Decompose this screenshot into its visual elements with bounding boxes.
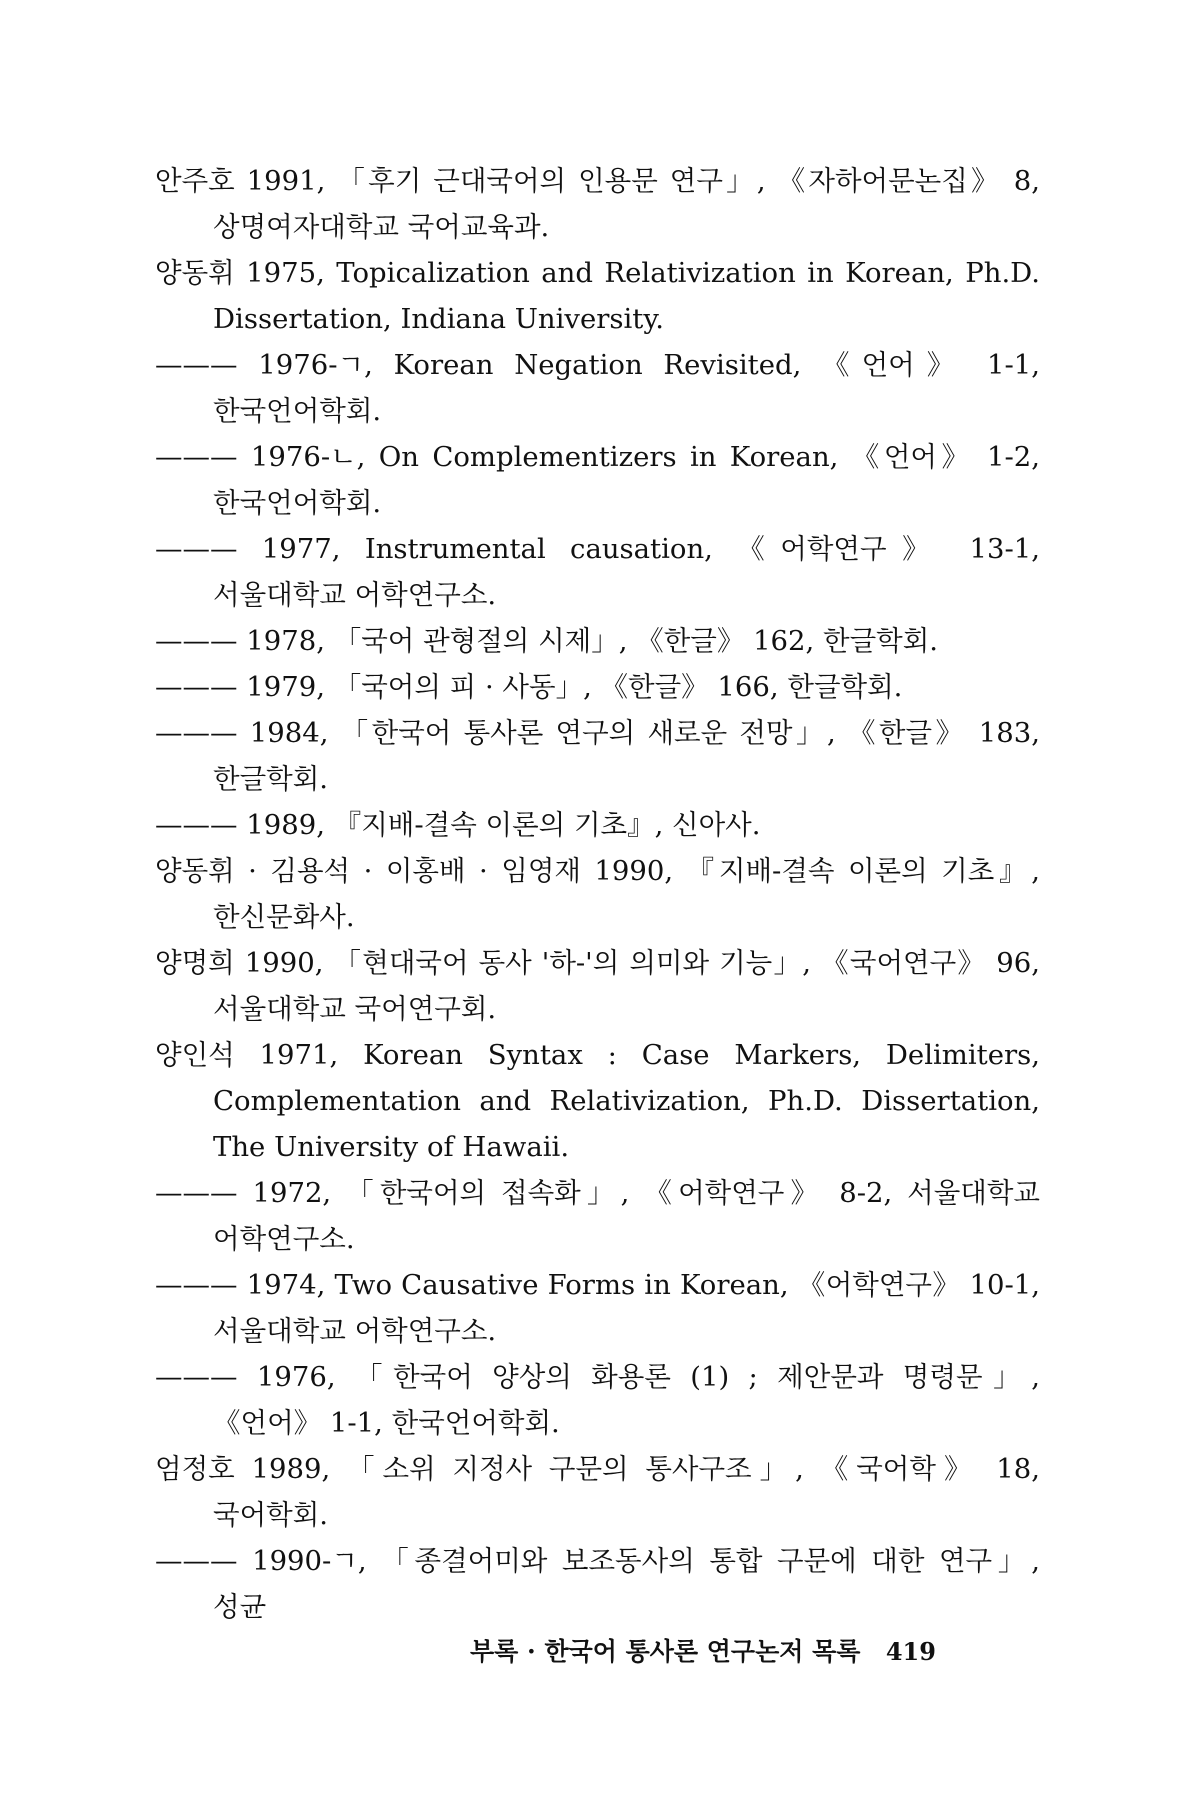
bibliography-entry: ——— 1978, 「국어 관형절의 시제」, 《한글》 162, 한글학회.	[155, 625, 939, 657]
bibliography-entry: ——— 1984, 「한국어 통사론 연구의 새로운 전망」, 《한글》 183, 한글학회.	[155, 717, 1040, 795]
running-footer	[470, 1632, 936, 1668]
bibliography-entry: ——— 1990-ㄱ, 「종결어미와 보조동사의 통합 구문에 대한 연구」, 성균	[155, 1545, 1040, 1623]
bibliography-entry: 양인석 1971, Korean Syntax : Case Markers, Delimiters, Complementation and Relativization, Ph.D. Dissertation, The University of Hawaii.	[155, 1039, 1040, 1163]
page-number: 419	[885, 1637, 936, 1666]
running-title-section: 부록	[470, 1637, 519, 1666]
bibliography-entry: ——— 1976-ㄴ, On Complementizers in Korean, 《언어》 1-2, 한국언어학회.	[155, 441, 1040, 519]
bibliography-entry: ——— 1972, 「한국어의 접속화」, 《어학연구》 8-2, 서울대학교 어학연구소.	[155, 1177, 1040, 1255]
running-title-separator: ·	[527, 1637, 536, 1666]
bibliography-entry: ——— 1976-ㄱ, Korean Negation Revisited, 《언어》 1-1, 한국언어학회.	[155, 349, 1040, 427]
bibliography-entry: 양동휘 · 김용석 · 이홍배 · 임영재 1990, 『지배-결속 이론의 기초』, 한신문화사.	[155, 855, 1040, 933]
bibliography-entry: 양동휘 1975, Topicalization and Relativization in Korean, Ph.D. Dissertation, Indiana University.	[155, 257, 1040, 335]
bibliography-list	[155, 158, 1040, 1630]
bibliography-entry: ——— 1977, Instrumental causation, 《어학연구》 13-1, 서울대학교 어학연구소.	[155, 533, 1040, 611]
bibliography-entry: 안주호 1991, 「후기 근대국어의 인용문 연구」, 《자하어문논집》 8, 상명여자대학교 국어교육과.	[155, 165, 1040, 243]
bibliography-entry: 엄정호 1989, 「소위 지정사 구문의 통사구조」, 《국어학》 18, 국어학회.	[155, 1453, 1040, 1531]
bibliography-entry: ——— 1974, Two Causative Forms in Korean, 《어학연구》 10-1, 서울대학교 어학연구소.	[155, 1269, 1040, 1347]
bibliography-entry: ——— 1976, 「한국어 양상의 화용론 (1) ; 제안문과 명령문」, 《언어》 1-1, 한국언어학회.	[155, 1361, 1040, 1439]
bibliography-entry: 양명희 1990, 「현대국어 동사 '하-'의 의미와 기능」, 《국어연구》 96, 서울대학교 국어연구회.	[155, 947, 1040, 1025]
running-title: 한국어 통사론 연구논저 목록	[544, 1637, 861, 1666]
bibliography-entry: ——— 1979, 「국어의 피 · 사동」, 《한글》 166, 한글학회.	[155, 671, 903, 703]
bibliography-entry: ——— 1989, 『지배-결속 이론의 기초』, 신아사.	[155, 809, 761, 841]
